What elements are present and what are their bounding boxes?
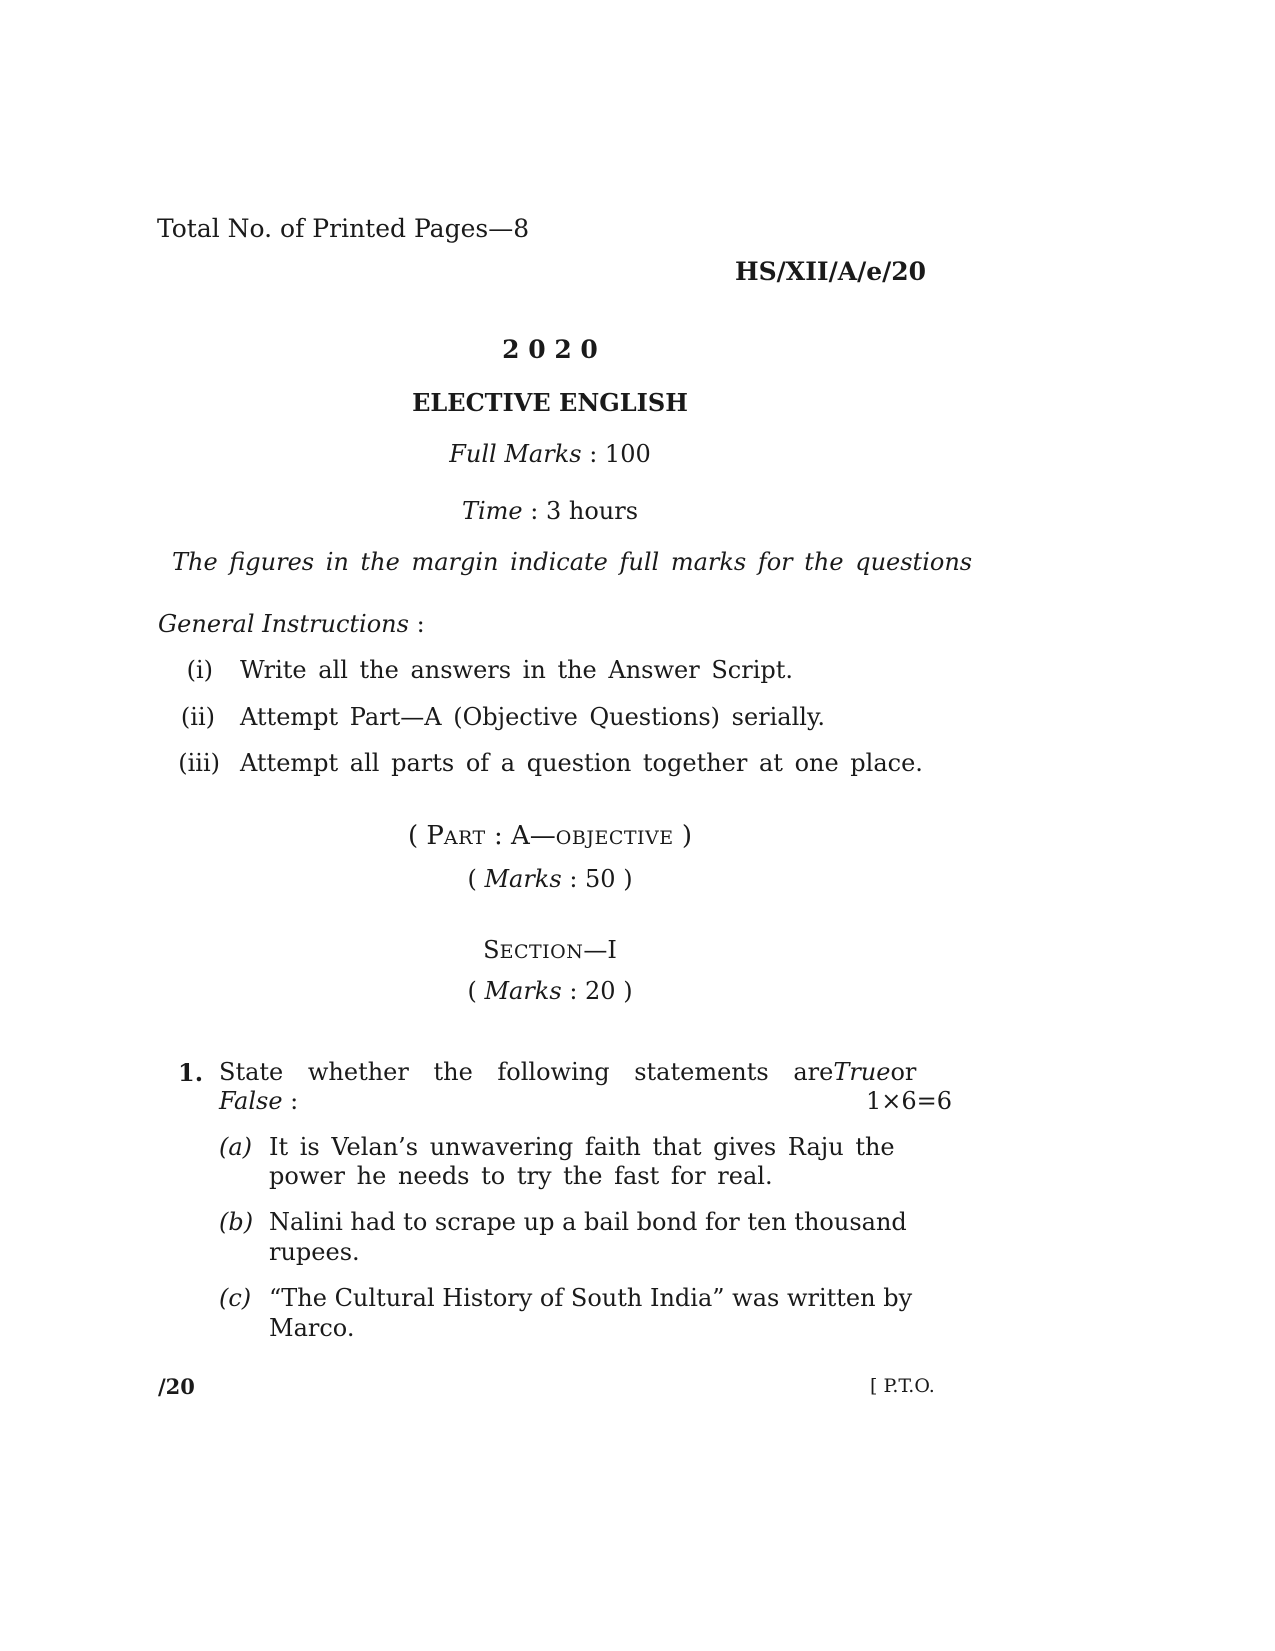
question-marks: 1×6=6	[866, 1087, 953, 1115]
question-number: 1.	[178, 1058, 204, 1087]
section-s-cap: S	[483, 936, 500, 964]
section-heading	[0, 936, 1100, 964]
question-false-word: False	[219, 1087, 283, 1115]
instruction-num: (ii)	[180, 703, 215, 731]
subject-title: ELECTIVE ENGLISH	[412, 388, 688, 417]
section-marks-value: : 20 )	[569, 977, 633, 1005]
statement-line: Marco.	[269, 1314, 355, 1342]
general-instructions-heading	[158, 610, 425, 638]
instruction-text: Attempt all parts of a question together at one place.	[240, 749, 923, 777]
part-close: )	[673, 821, 693, 851]
part-marks-label: Marks	[484, 865, 562, 893]
section-marks-open: (	[467, 977, 477, 1005]
part-marks-value: : 50 )	[569, 865, 633, 893]
section-marks-label: Marks	[484, 977, 562, 1005]
question-or-word: or	[890, 1058, 917, 1086]
question-stem: State whether the following statements are	[219, 1058, 834, 1086]
instruction-text: Write all the answers in the Answer Script.	[240, 656, 793, 684]
statement-line: power he needs to try the fast for real.	[269, 1162, 773, 1190]
part-open: ( P	[407, 821, 444, 851]
instruction-num: (iii)	[178, 749, 220, 777]
part-marks-open: (	[467, 865, 477, 893]
statement-line: It is Velan’s unwavering faith that gives Raju the	[269, 1133, 895, 1161]
full-marks-label: Full Marks	[449, 440, 582, 468]
part-a-heading	[0, 821, 1100, 851]
time-label: Time	[461, 497, 523, 525]
part-colon-a: : A—	[485, 821, 556, 851]
question-line-1	[219, 1058, 917, 1086]
instruction-text: Attempt Part—A (Objective Questions) serially.	[240, 703, 825, 731]
statement-label: (a)	[219, 1133, 253, 1161]
statement-line: “The Cultural History of South India” was written by	[269, 1284, 913, 1312]
time-value: : 3 hours	[530, 497, 639, 525]
full-marks-line	[0, 440, 1100, 468]
footer-pto: [ P.T.O.	[870, 1375, 935, 1397]
instructions-heading-text: General Instructions	[158, 610, 409, 638]
instruction-num: (i)	[186, 656, 213, 684]
question-line-2	[219, 1087, 298, 1115]
statement-line: rupees.	[269, 1238, 360, 1266]
statement-line: Nalini had to scrape up a bail bond for ten thousand	[269, 1208, 907, 1236]
question-true-word: True	[833, 1058, 891, 1086]
part-objective-word: OBJECTIVE	[555, 827, 674, 849]
statement-label: (b)	[219, 1208, 254, 1236]
full-marks-value: : 100	[589, 440, 651, 468]
part-word-rest: ART	[443, 827, 486, 849]
statement-label: (c)	[219, 1284, 252, 1312]
total-pages-text: Total No. of Printed Pages—8	[157, 214, 530, 243]
paper-code: HS/XII/A/e/20	[735, 257, 927, 286]
margin-note: The figures in the margin indicate full marks for the questions	[172, 548, 973, 576]
instructions-heading-colon: :	[416, 610, 425, 638]
time-line	[0, 497, 1100, 525]
section-word-rest: ECTION	[499, 941, 584, 963]
part-a-marks	[0, 865, 1100, 893]
question-colon: :	[290, 1087, 299, 1115]
section-suffix: —I	[583, 936, 617, 964]
section-marks	[0, 977, 1100, 1005]
exam-year: 2 0 2 0	[502, 335, 598, 364]
footer-code: /20	[158, 1374, 195, 1399]
